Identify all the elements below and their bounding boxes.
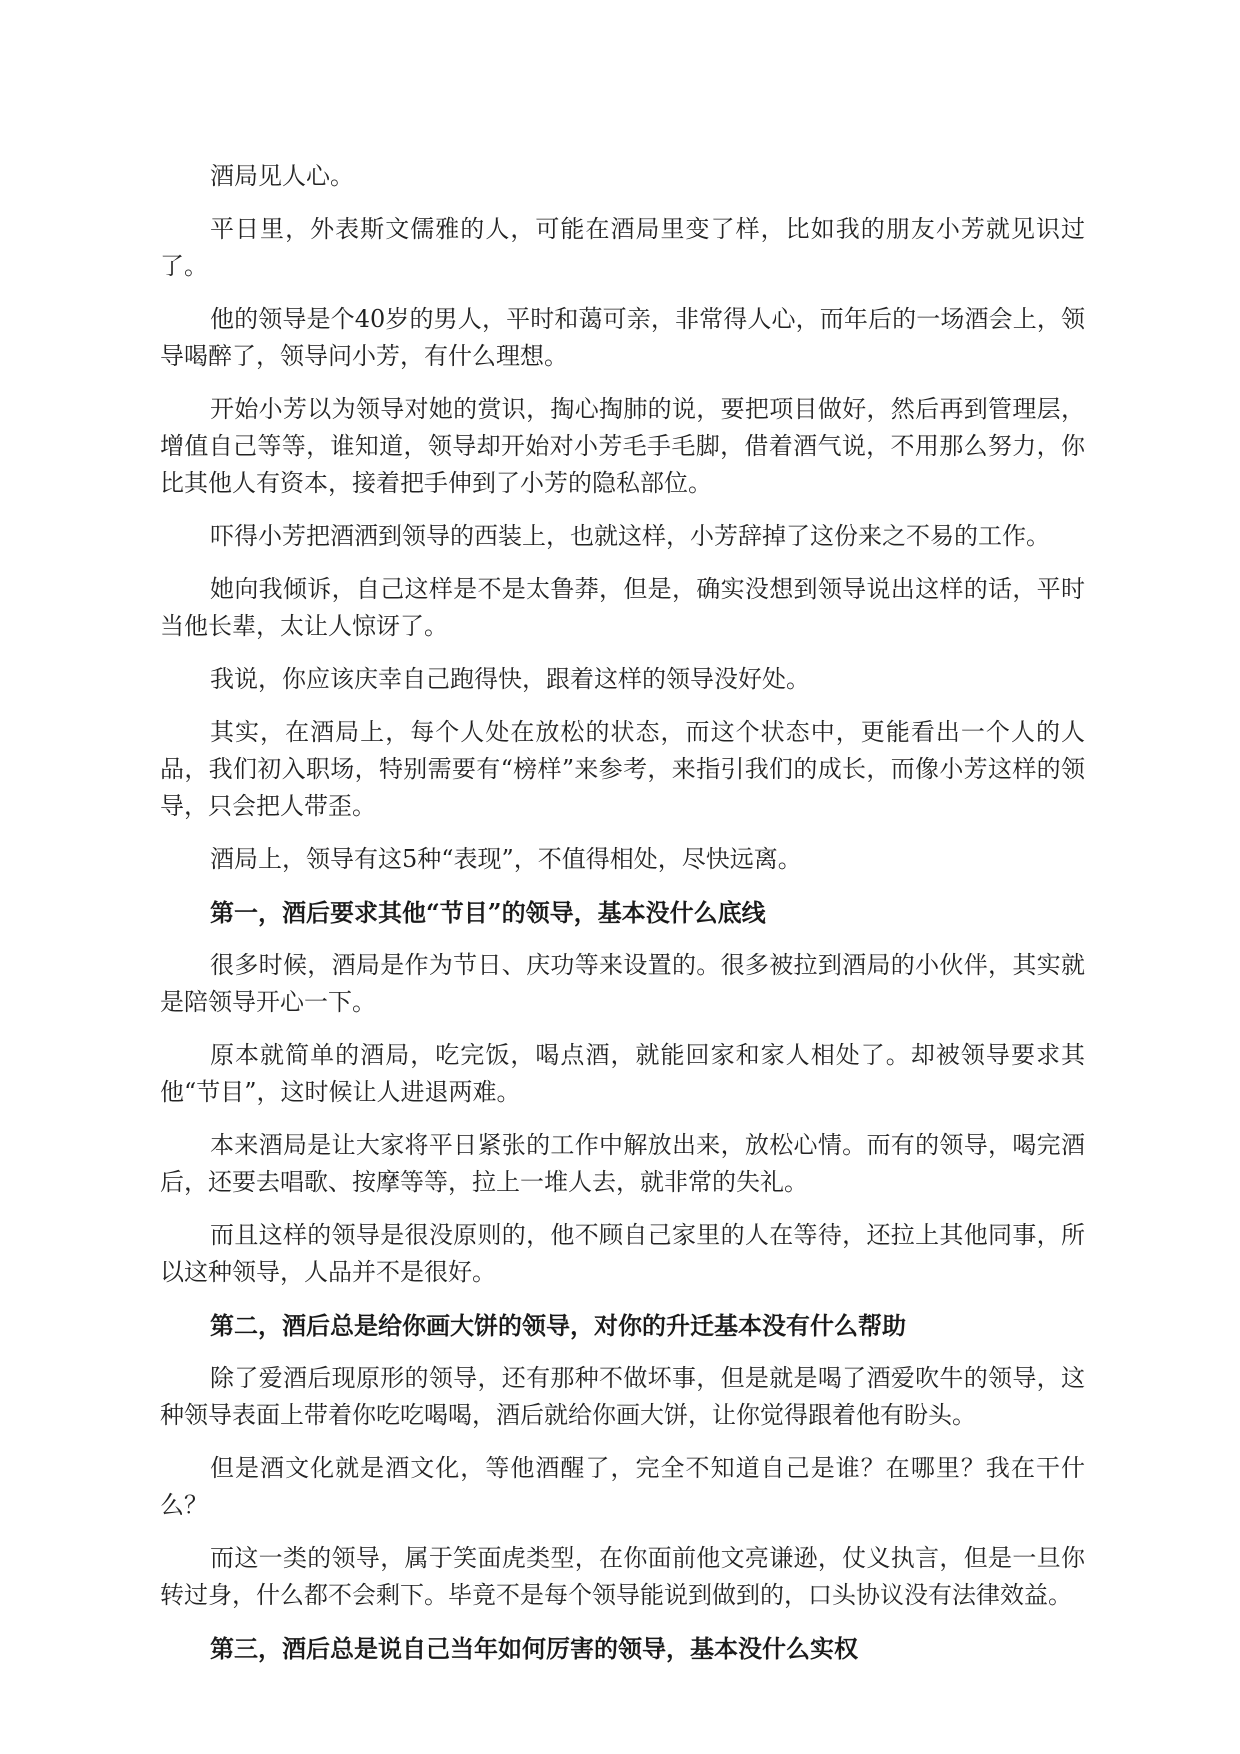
paragraph: 平日里，外表斯文儒雅的人，可能在酒局里变了样，比如我的朋友小芳就见识过了。: [160, 215, 1085, 280]
paragraph: 她向我倾诉，自己这样是不是太鲁莽，但是，确实没想到领导说出这样的话，平时当他长辈，太让人惊讶了。: [160, 575, 1085, 640]
paragraph: 原本就简单的酒局，吃完饭，喝点酒，就能回家和家人相处了。却被领导要求其他“节目”，这时候让人进退两难。: [160, 1041, 1085, 1106]
paragraph: 除了爱酒后现原形的领导，还有那种不做坏事，但是就是喝了酒爱吹牛的领导，这种领导表面上带着你吃吃喝喝，酒后就给你画大饼，让你觉得跟着他有盼头。: [160, 1364, 1085, 1429]
paragraph: 其实，在酒局上，每个人处在放松的状态，而这个状态中，更能看出一个人的人品，我们初入职场，特别需要有“榜样”来参考，来指引我们的成长，而像小芳这样的领导，只会把人带歪。: [160, 718, 1085, 820]
paragraph: 他的领导是个40岁的男人，平时和蔼可亲，非常得人心，而年后的一场酒会上，领导喝醉了，领导问小芳，有什么理想。: [160, 305, 1085, 370]
paragraph: 酒局上，领导有这5种“表现”，不值得相处，尽快远离。: [210, 845, 802, 873]
document-page: [160, 158, 1085, 1683]
section-heading: 第一，酒后要求其他“节目”的领导，基本没什么底线: [210, 898, 766, 927]
section-heading: 第二，酒后总是给你画大饼的领导，对你的升迁基本没有什么帮助: [210, 1311, 906, 1340]
section-heading: 第三，酒后总是说自己当年如何厉害的领导，基本没什么实权: [210, 1634, 858, 1663]
paragraph: 我说，你应该庆幸自己跑得快，跟着这样的领导没好处。: [210, 665, 810, 693]
paragraph: 吓得小芳把酒洒到领导的西装上，也就这样，小芳辞掉了这份来之不易的工作。: [210, 522, 1050, 550]
paragraph: 很多时候，酒局是作为节日、庆功等来设置的。很多被拉到酒局的小伙伴，其实就是陪领导开心一下。: [160, 951, 1085, 1016]
paragraph: 而这一类的领导，属于笑面虎类型，在你面前他文亮谦逊，仗义执言，但是一旦你转过身，什么都不会剩下。毕竟不是每个领导能说到做到的，口头协议没有法律效益。: [160, 1544, 1085, 1609]
paragraph: 开始小芳以为领导对她的赏识，掏心掏肺的说，要把项目做好，然后再到管理层，增值自己等等，谁知道，领导却开始对小芳毛手毛脚，借着酒气说，不用那么努力，你比其他人有资本，接着把手伸到了小芳的隐私部位。: [160, 395, 1085, 497]
paragraph: 但是酒文化就是酒文化，等他酒醒了，完全不知道自己是谁？在哪里？我在干什么？: [160, 1454, 1085, 1519]
paragraph: 而且这样的领导是很没原则的，他不顾自己家里的人在等待，还拉上其他同事，所以这种领导，人品并不是很好。: [160, 1221, 1085, 1286]
paragraph: 酒局见人心。: [210, 162, 354, 190]
paragraph: 本来酒局是让大家将平日紧张的工作中解放出来，放松心情。而有的领导，喝完酒后，还要去唱歌、按摩等等，拉上一堆人去，就非常的失礼。: [160, 1131, 1085, 1196]
